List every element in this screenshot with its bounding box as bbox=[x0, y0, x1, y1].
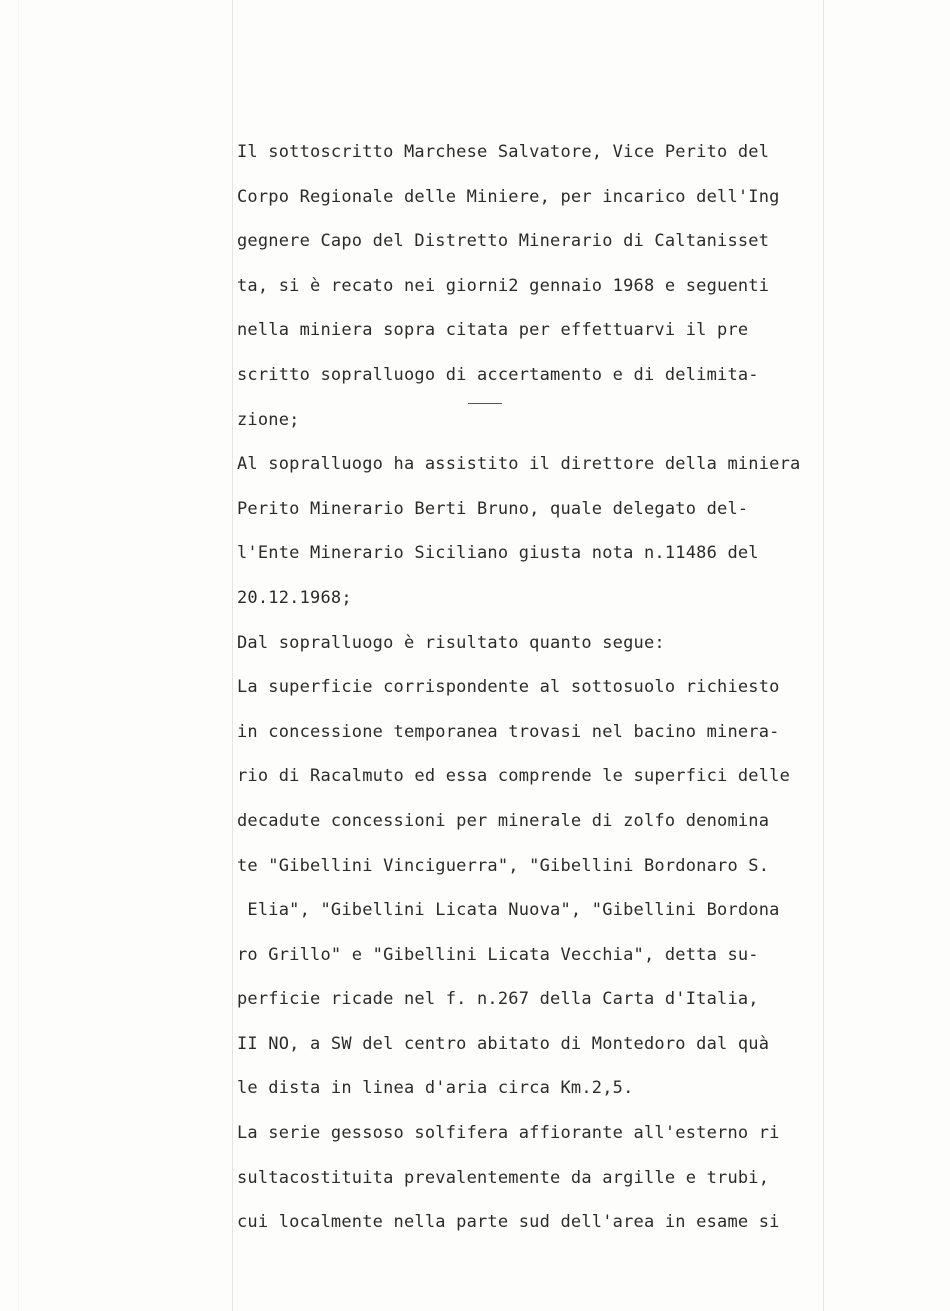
text-line: Dal sopralluogo è risultato quanto segue: bbox=[237, 632, 665, 653]
text-line: Il sottoscritto Marchese Salvatore, Vice Perito del bbox=[237, 142, 770, 162]
text-line: gegnere Capo del Distretto Minerario di Caltanisset bbox=[237, 231, 770, 252]
text-line: l'Ente Minerario Siciliano giusta nota n.11486 del bbox=[237, 543, 759, 564]
scan-margin-line bbox=[18, 0, 19, 1311]
text-line: 20.12.1968; bbox=[237, 587, 352, 608]
text-line: ta, si è recato nei giorni2 gennaio 1968 e seguenti bbox=[237, 275, 770, 296]
text-line: Elia", "Gibellini Licata Nuova", "Gibellini Bordona bbox=[237, 900, 780, 921]
text-line: La superficie corrispondente al sottosuolo richiesto bbox=[237, 677, 780, 698]
text-line: ro Grillo" e "Gibellini Licata Vecchia", detta su- bbox=[237, 944, 759, 965]
text-line: cui localmente nella parte sud dell'area in esame si bbox=[237, 1212, 780, 1233]
text-line: perficie ricade nel f. n.267 della Carta d'Italia, bbox=[237, 989, 759, 1010]
text-line: Al sopralluogo ha assistito il direttore della miniera bbox=[237, 454, 801, 475]
text-line: sultacostituita prevalentemente da argille e trubi, bbox=[237, 1167, 770, 1188]
text-line: te "Gibellini Vinciguerra", "Gibellini Bordonaro S. bbox=[237, 855, 770, 876]
text-line: scritto sopralluogo di accertamento e di delimita- bbox=[237, 364, 759, 385]
left-margin-line bbox=[232, 0, 233, 1311]
text-line: Perito Minerario Berti Bruno, quale delegato del- bbox=[237, 498, 749, 519]
typewritten-text-block bbox=[237, 134, 867, 1249]
text-line: le dista in linea d'aria circa Km.2,5. bbox=[237, 1078, 634, 1099]
text-line: decadute concessioni per minerale di zolfo denomina bbox=[237, 810, 770, 831]
text-line: La serie gessoso solfifera affiorante all'esterno ri bbox=[237, 1123, 780, 1144]
text-line: rio di Racalmuto ed essa comprende le superfici delle bbox=[237, 766, 791, 787]
text-line: nella miniera sopra citata per effettuarvi il pre bbox=[237, 320, 749, 341]
text-line: zione; bbox=[237, 409, 300, 430]
text-line: in concessione temporanea trovasi nel bacino minera- bbox=[237, 721, 780, 742]
text-line: II NO, a SW del centro abitato di Montedoro dal quà bbox=[237, 1033, 770, 1054]
text-line: Corpo Regionale delle Miniere, per incarico dell'Ing bbox=[237, 186, 780, 207]
